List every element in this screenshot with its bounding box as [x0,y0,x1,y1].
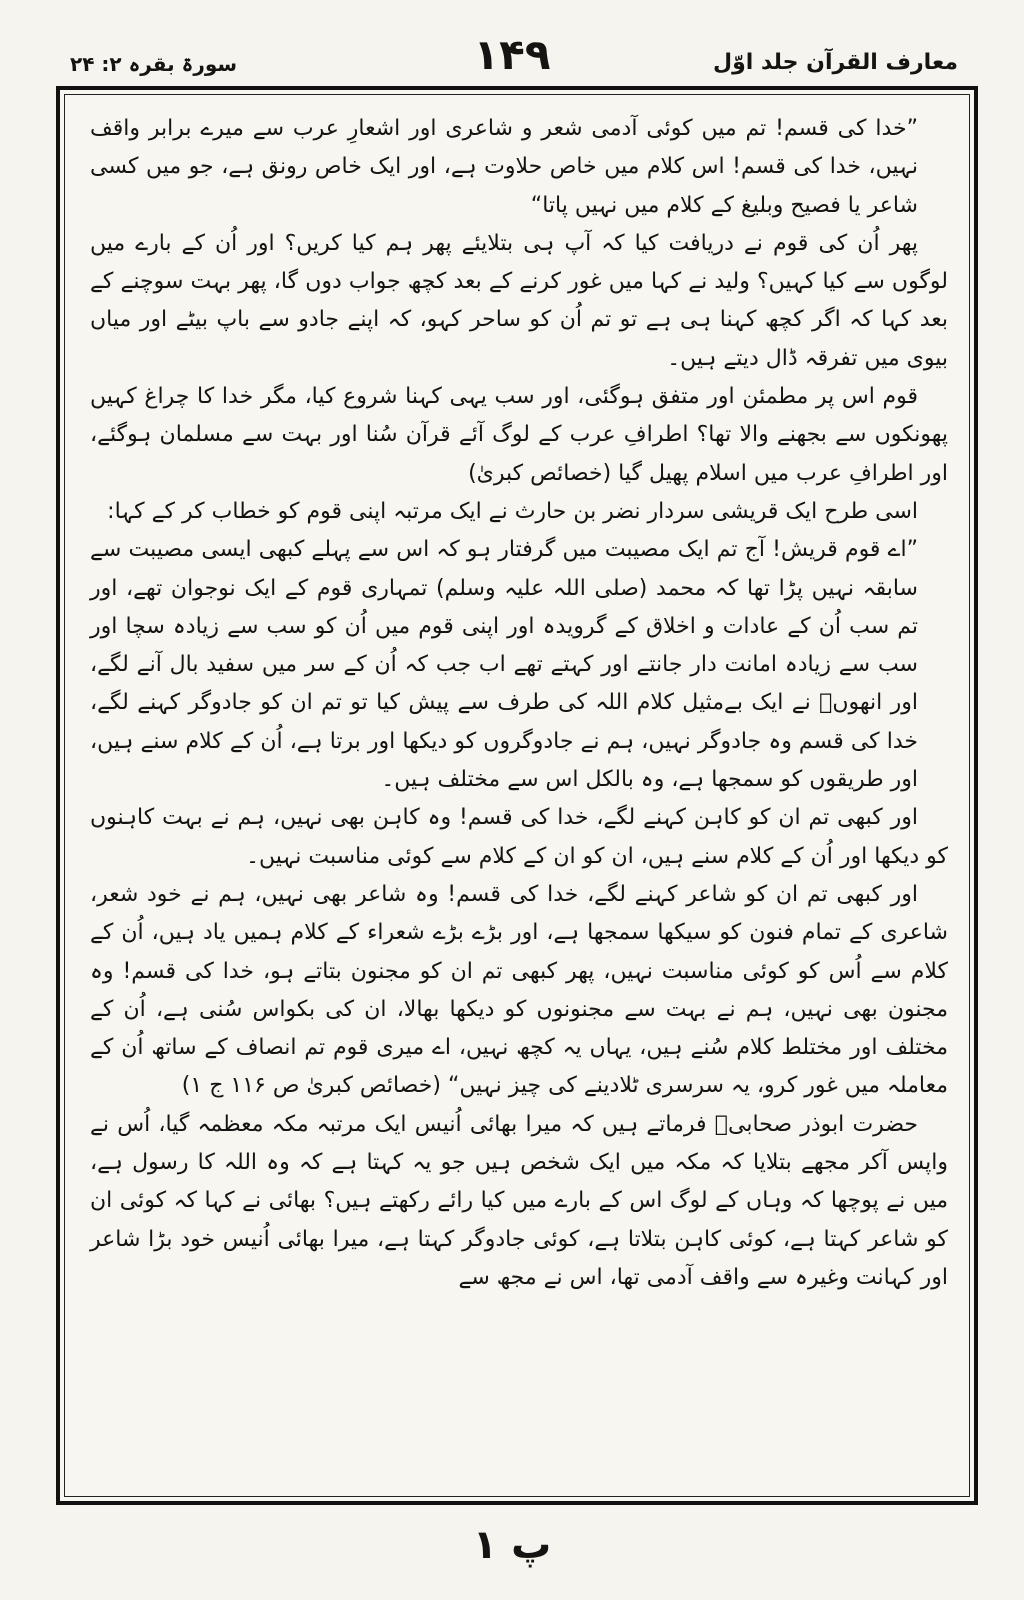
paragraph-shair-majnun: اور کبھی تم ان کو شاعر کہنے لگے، خدا کی قسم! وہ شاعر بھی نہیں، ہم نے خود شعر، شاعری کے تمام فنون کو سیکھا سمجھا ہے، اور بڑے بڑے شعراء کے کلام ہمیں یاد ہیں، اُن کے کلام سے اُس کو کوئی مناسبت نہیں، پھر کبھی تم ان کو مجنون بتاتے ہو، خدا کی قسم! وہ مجنون بھی نہیں، ہم نے بہت سے مجنونوں کو دیکھا بھالا، ان کی بکواس سُنی ہے، اُن کے مختلف اور مختلط کلام سُنے ہیں، یہاں یہ کچھ نہیں، اے میری قوم تم انصاف کے ساتھ اُن کے معاملہ میں غور کرو، یہ سرسری ٹلادینے کی چیز نہیں“ (خصائص کبریٰ ص ۱۱۶ ج ۱) [90,881,948,1099]
paragraph-abu-dharr: حضرت ابوذر صحابیؓ فرماتے ہیں کہ میرا بھائی اُنیس ایک مرتبہ مکہ معظمہ گیا، اُس نے واپس آکر مجھے بتلایا کہ مکہ میں ایک شخص ہیں جو یہ کہتا ہے کہ وہ اللہ کا رسول ہے، میں نے پوچھا کہ وہاں کے لوگ اس کے بارے میں کیا رائے رکھتے ہیں؟ بھائی نے کہا کہ کوئی ان کو شاعر کہتا ہے، کوئی کاہن بتلاتا ہے، کوئی جادوگر کہتا ہے، میرا بھائی اُنیس خود بڑا شاعر اور کہانت وغیرہ سے واقف آدمی تھا، اس نے مجھ سے [90,1111,948,1290]
quote-paragraph-walid: ”خدا کی قسم! تم میں کوئی آدمی شعر و شاعری اور اشعارِ عرب سے میرے برابر واقف نہیں، خدا کی قسم! اس کلام میں خاص حلاوت ہے، اور ایک خاص رونق ہے، جو میں کسی شاعر یا فصیح وبلیغ کے کلام میں نہیں پاتا“ [90,116,918,218]
paragraph-quraish-question: پھر اُن کی قوم نے دریافت کیا کہ آپ ہی بتلایئے پھر ہم کیا کریں؟ اور اُن کے بارے میں لوگوں سے کیا کہیں؟ ولید نے کہا میں غور کرنے کے بعد کچھ جواب دوں گا، پھر بہت سوچنے کے بعد کہا کہ اگر کچھ کہنا ہی ہے تو تم اُن کو ساحر کہو، کہ اپنے جادو سے باپ بیٹے اور میاں بیوی میں تفرقہ ڈال دیتے ہیں۔ [90,230,948,371]
signature-mark: پ ۱ [472,1522,552,1568]
body-text [90,110,948,1297]
quote-paragraph-nadr: ”اے قوم قریش! آج تم ایک مصیبت میں گرفتار ہو کہ اس سے پہلے کبھی ایسی مصیبت سے سابقہ نہیں پڑا تھا کہ محمد (صلی اللہ علیہ وسلم) تمہاری قوم کے ایک نوجوان تھے، اور تم سب اُن کے عادات و اخلاق کے گرویدہ اور اپنی قوم میں اُن کو سب سے زیادہ سچا اور سب سے زیادہ امانت دار جانتے اور کہتے تھے اب جب کہ اُن کے سر میں سفید بال آنے لگے، اور انھوںؐ نے ایک بےمثیل کلام اللہ کی طرف سے پیش کیا تو تم ان کو جادوگر کہنے لگے، خدا کی قسم وہ جادوگر نہیں، ہم نے جادوگروں کو دیکھا اور برتا ہے، اُن کے کلام سنے ہیں، اور طریقوں کو سمجھا ہے، وہ بالکل اس سے مختلف ہیں۔ [90,537,918,793]
page-number: ۱۴۹ [473,30,551,79]
book-title: معارف القرآن جلد اوّل [713,50,958,75]
page-header [40,22,984,82]
chapter-reference: سورۃ بقرہ ۲: ۲۴ [70,52,238,76]
paragraph-nadr-intro: اسی طرح ایک قریشی سردار نضر بن حارث نے ایک مرتبہ اپنی قوم کو خطاب کر کے کہا: [107,498,918,524]
paragraph-islam-spread: قوم اس پر مطمئن اور متفق ہوگئی، اور سب یہی کہنا شروع کیا، مگر خدا کا چراغ کہیں پھونکوں سے بجھنے والا تھا؟ اطرافِ عرب کے لوگ آئے قرآن سُنا اور بہت سے مسلمان ہوگئے، اور اطرافِ عرب میں اسلام پھیل گیا (خصائص کبریٰ) [90,384,948,486]
paragraph-kahin: اور کبھی تم ان کو کاہن کہنے لگے، خدا کی قسم! وہ کاہن بھی نہیں، ہم نے بہت کاہنوں کو دیکھا اور اُن کے کلام سنے ہیں، ان کو ان کے کلام سے کوئی مناسبت نہیں۔ [90,805,948,869]
